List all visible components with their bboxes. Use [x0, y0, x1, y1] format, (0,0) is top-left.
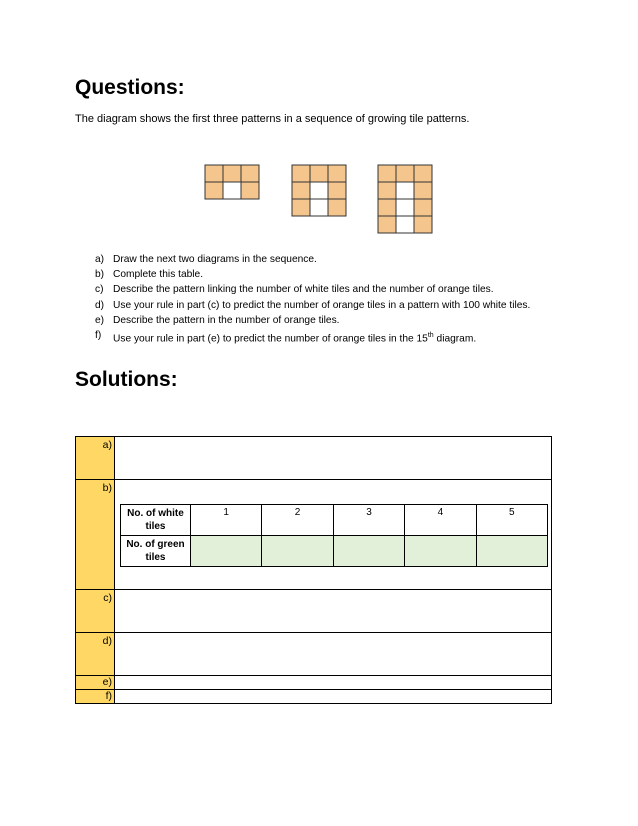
tile-pattern-diagram	[200, 155, 440, 240]
green-cell-2[interactable]	[262, 536, 333, 567]
question-a: a) Draw the next two diagrams in the sequence.	[95, 254, 317, 265]
solution-label-b: b)	[76, 480, 115, 590]
green-cell-4[interactable]	[405, 536, 476, 567]
tile-pattern-3	[378, 165, 432, 233]
solution-label-c: c)	[76, 590, 115, 633]
tile-pattern-2	[292, 165, 346, 216]
solutions-table	[75, 436, 552, 704]
solutions-title: Solutions:	[75, 368, 178, 391]
solution-answer-b	[115, 480, 552, 590]
intro-text: The diagram shows the first three patterns in a sequence of growing tile patterns.	[75, 113, 470, 125]
solution-row-f	[76, 690, 552, 704]
solution-label-d: d)	[76, 633, 115, 676]
solution-answer-a[interactable]	[115, 437, 552, 480]
tiles-table	[120, 504, 548, 567]
column-3: 3	[333, 505, 404, 536]
green-tiles-row	[121, 536, 548, 567]
tile-pattern-1	[205, 165, 259, 199]
solution-label-f: f)	[76, 690, 115, 704]
question-f: f) Use your rule in part (e) to predict the number of orange tiles in the 15th diagram.	[95, 330, 477, 345]
green-tiles-header: No. of green tiles	[121, 536, 191, 567]
solution-answer-d[interactable]	[115, 633, 552, 676]
question-c: c) Describe the pattern linking the number of white tiles and the number of orange tiles.	[95, 284, 494, 296]
solution-row-e	[76, 676, 552, 690]
solution-answer-f[interactable]	[115, 690, 552, 704]
solution-row-d	[76, 633, 552, 676]
column-5: 5	[476, 505, 547, 536]
green-cell-3[interactable]	[333, 536, 404, 567]
questions-title: Questions:	[75, 76, 185, 99]
green-cell-5[interactable]	[476, 536, 547, 567]
question-d: d) Use your rule in part (c) to predict the number of orange tiles in a pattern with 100 white tiles.	[95, 299, 531, 311]
green-cell-1[interactable]	[191, 536, 262, 567]
solution-row-c	[76, 590, 552, 633]
solution-label-a: a)	[76, 437, 115, 480]
column-1: 1	[191, 505, 262, 536]
column-4: 4	[405, 505, 476, 536]
solution-label-e: e)	[76, 676, 115, 690]
solution-answer-e[interactable]	[115, 676, 552, 690]
column-2: 2	[262, 505, 333, 536]
solution-answer-c[interactable]	[115, 590, 552, 633]
white-tiles-header: No. of white tiles	[121, 505, 191, 536]
white-tiles-row	[121, 505, 548, 536]
solution-row-a	[76, 437, 552, 480]
question-b: b) Complete this table.	[95, 269, 204, 281]
question-e: e) Describe the pattern in the number of orange tiles.	[95, 314, 340, 326]
question-list	[95, 252, 530, 347]
solution-row-b	[76, 480, 552, 590]
